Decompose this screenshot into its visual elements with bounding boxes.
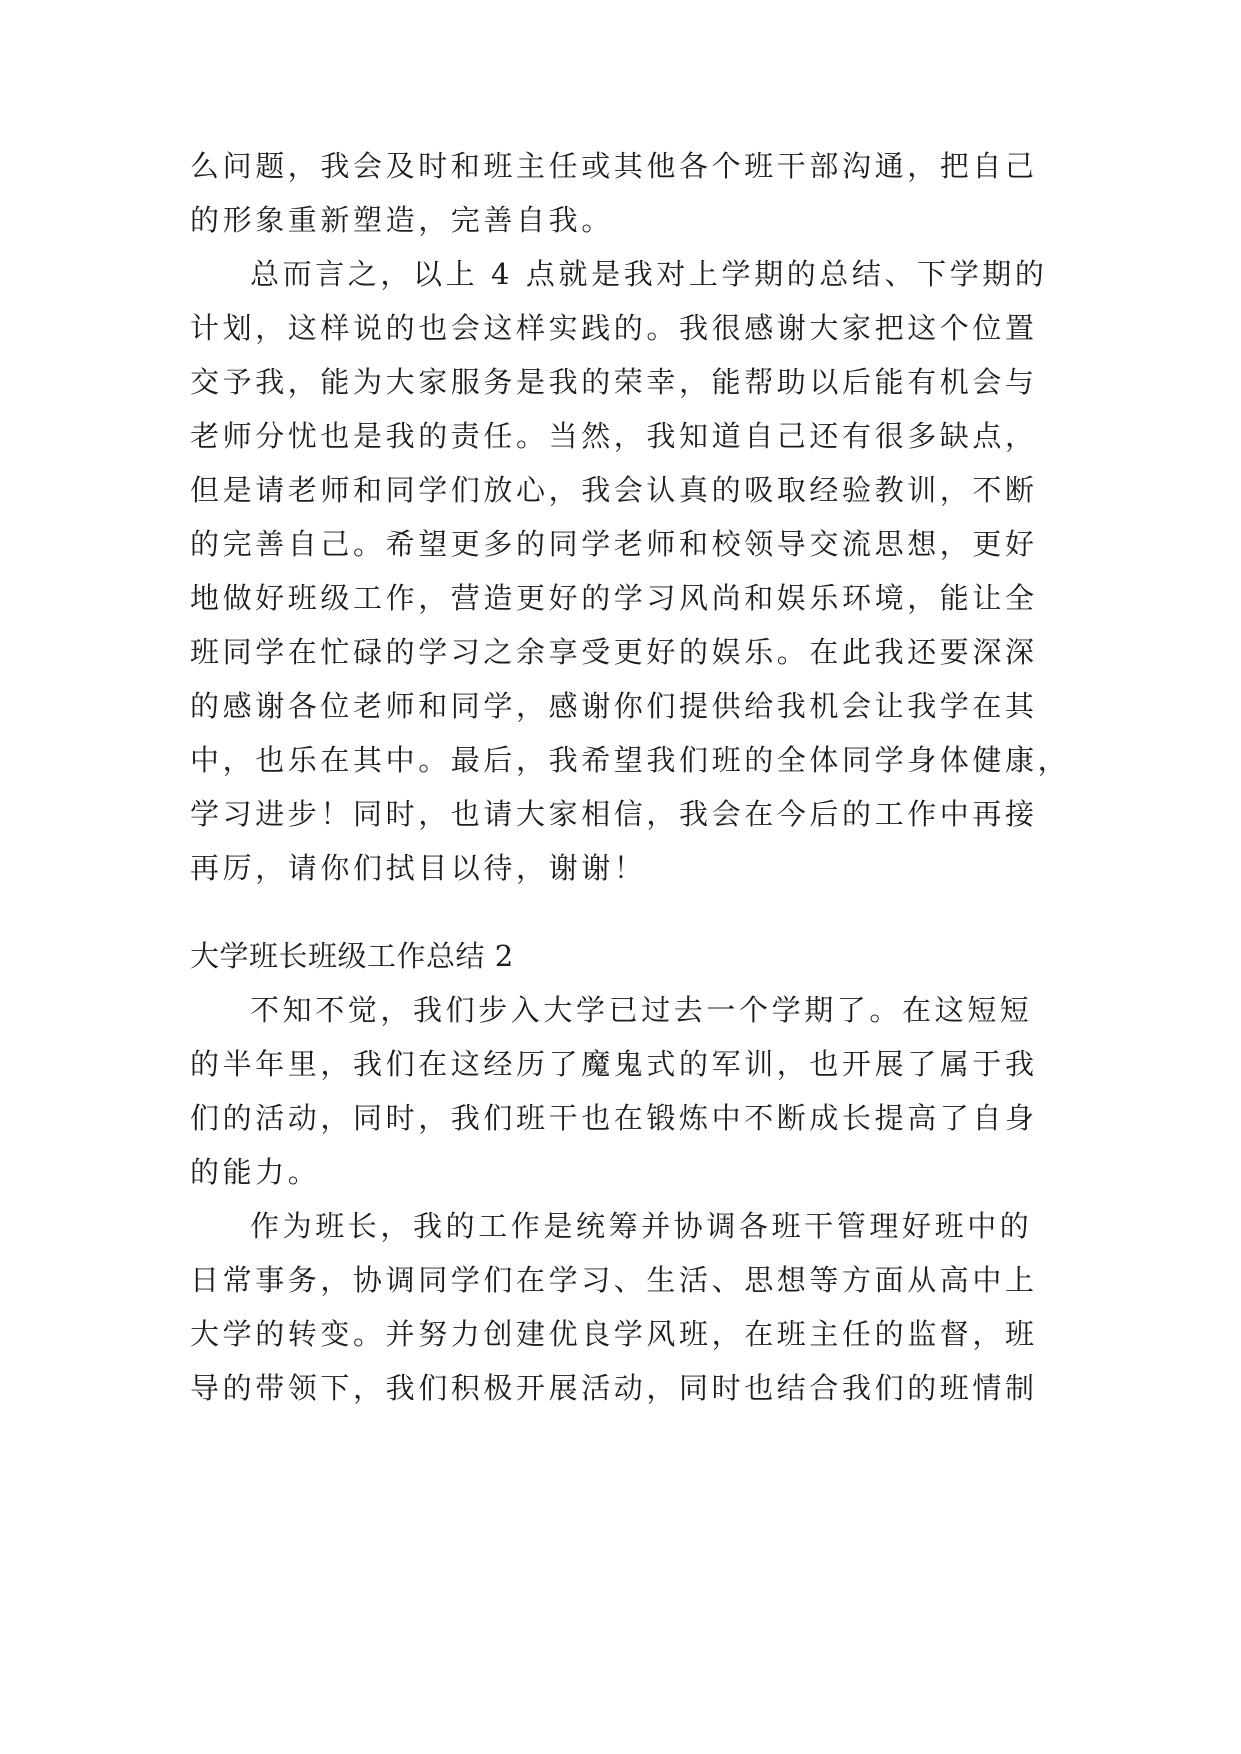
paragraph-line: 但是请老师和同学们放心，我会认真的吸取经验教训，不断: [190, 473, 1038, 507]
paragraph-line: 日常事务，协调同学们在学习、生活、思想等方面从高中上: [190, 1263, 1038, 1297]
paragraph-line: 总而言之，以上 4 点就是我对上学期的总结、下学期的: [250, 257, 1048, 291]
paragraph-line: 交予我，能为大家服务是我的荣幸，能帮助以后能有机会与: [190, 365, 1038, 399]
paragraph-line: 再厉，请你们拭目以待，谢谢！: [190, 851, 647, 885]
paragraph-line: 的半年里，我们在这经历了魔鬼式的军训，也开展了属于我: [190, 1047, 1038, 1081]
paragraph-line: 中，也乐在其中。最后，我希望我们班的全体同学身体健康，: [190, 743, 1071, 777]
paragraph-line: 们的活动，同时，我们班干也在锻炼中不断成长提高了自身: [190, 1101, 1038, 1135]
section-heading: 大学班长班级工作总结 2: [190, 939, 514, 973]
paragraph-line: 计划，这样说的也会这样实践的。我很感谢大家把这个位置: [190, 311, 1038, 345]
paragraph-line: 的形象重新塑造，完善自我。: [190, 203, 614, 237]
paragraph-line: 的能力。: [190, 1155, 321, 1189]
paragraph-line: 么问题，我会及时和班主任或其他各个班干部沟通，把自己: [190, 149, 1038, 183]
paragraph-line: 导的带领下，我们积极开展活动，同时也结合我们的班情制: [190, 1371, 1038, 1405]
paragraph-line: 的感谢各位老师和同学，感谢你们提供给我机会让我学在其: [190, 689, 1038, 723]
paragraph-line: 班同学在忙碌的学习之余享受更好的娱乐。在此我还要深深: [190, 635, 1038, 669]
paragraph-line: 的完善自己。希望更多的同学老师和校领导交流思想，更好: [190, 527, 1038, 561]
paragraph-line: 学习进步！同时，也请大家相信，我会在今后的工作中再接: [190, 797, 1038, 831]
paragraph-line: 不知不觉，我们步入大学已过去一个学期了。在这短短: [250, 993, 1033, 1027]
paragraph-line: 地做好班级工作，营造更好的学习风尚和娱乐环境，能让全: [190, 581, 1038, 615]
paragraph-line: 老师分忧也是我的责任。当然，我知道自己还有很多缺点，: [190, 419, 1038, 453]
paragraph-line: 作为班长，我的工作是统筹并协调各班干管理好班中的: [250, 1209, 1033, 1243]
paragraph-line: 大学的转变。并努力创建优良学风班，在班主任的监督，班: [190, 1317, 1038, 1351]
